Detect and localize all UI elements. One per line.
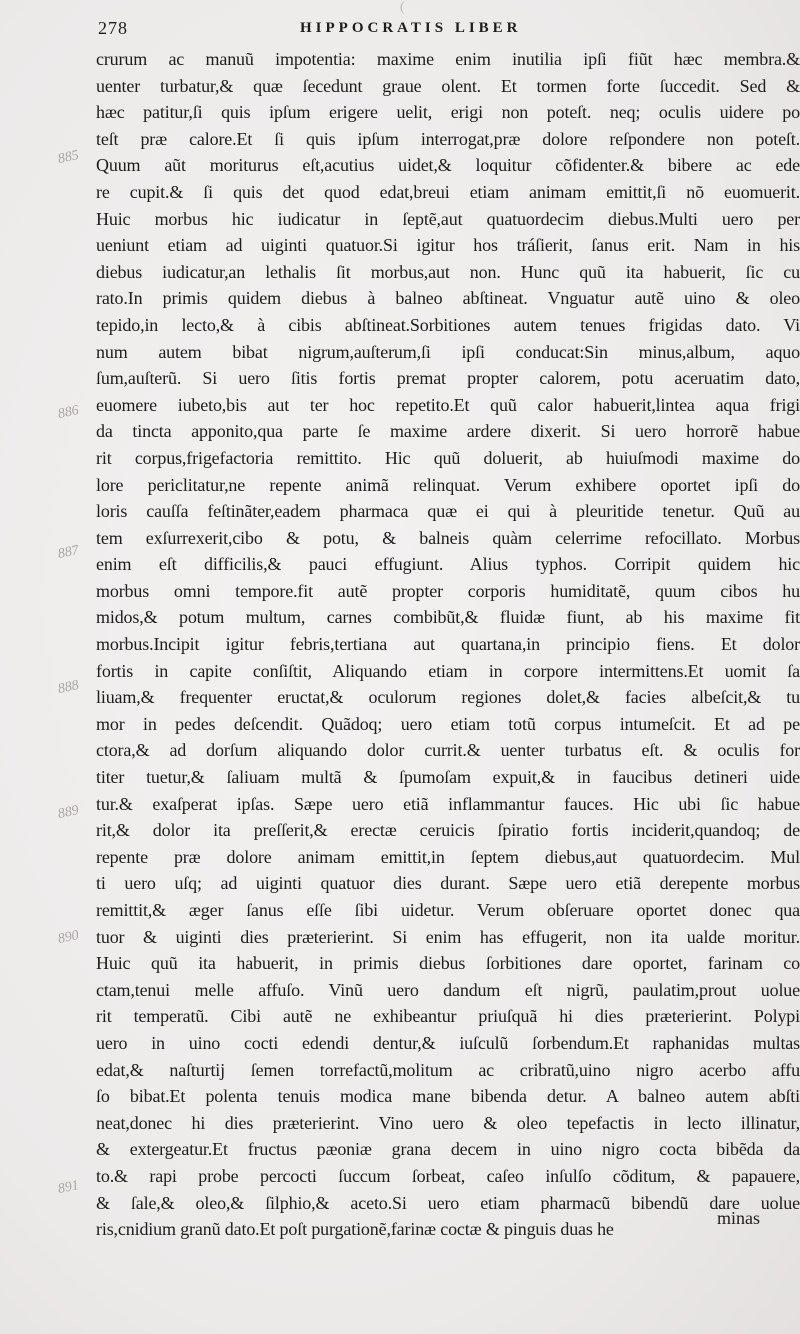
marginal-note: 888 [56, 677, 81, 698]
text-line: edat,& naſturtij ſemen torrefactũ,molitum ac cribratũ,uino nigro acerbo affu [96, 1059, 800, 1080]
faint-bracket: ( [400, 0, 405, 15]
text-line: rato.In primis quidem diebus à balneo abſtineat. Vnguatur autẽ uino & oleo [96, 288, 800, 309]
text-line: da tincta apponito,qua parte ſe maxime ardere dixerit. Si uero horrorẽ habue [96, 421, 800, 442]
text-line: tur.& exaſperat ipſas. Sæpe uero etiã inflammantur fauces. Hic ubi ſic habue [96, 793, 800, 814]
text-line: tepido,in lecto,& à cibis abſtineat.Sorbitiones autem tenues frigidas dato. Vi [96, 314, 800, 335]
text-line: tem exſurrexerit,cibo & potu, & balneis quàm celerrime refocillato. Morbus [96, 527, 800, 548]
text-line: Quum aũt moriturus eſt,acutius uidet,& loquitur cõfidenter.& bibere ac ede [96, 155, 800, 176]
text-line: & extergeatur.Et fructus pæoniæ grana decem in uino nigro cocta bibẽda da [96, 1139, 800, 1160]
text-line: re cupit.& ſi quis det quod edat,breui etiam animam emittit,ſi nõ euomuerit. [96, 181, 800, 202]
text-line: tuor & uiginti dies præterierint. Si enim has effugerit, non ita ualde moritur. [96, 926, 800, 947]
text-line: mor in pedes deſcendit. Quãdoq; uero etiam totũ corpus intumeſcit. Et ad pe [96, 713, 800, 734]
text-line: teſt præ calore.Et ſi quis ipſum interrogat,præ dolore reſpondere non poteſt. [96, 128, 800, 149]
text-line: Huic morbus hic iudicatur in ſeptẽ,aut quatuordecim diebus.Multi uero per [96, 208, 800, 229]
catchword: minas [717, 1208, 760, 1228]
text-line: ſo bibat.Et polenta tenuis modica mane bibenda detur. A balneo autem abſti [96, 1086, 800, 1107]
text-line: diebus iudicatur,an lethalis ſit morbus,aut non. Hunc quũ ita habuerit, ſic cu [96, 261, 800, 282]
text-line: morbus.Incipit igitur febris,tertiana aut quartana,in principio fiens. Et dolor [96, 634, 800, 655]
text-line: euomere iubeto,bis aut ter hoc repetito.Et quũ calor habuerit,lintea aqua frigi [96, 394, 800, 415]
marginal-note: 890 [56, 927, 81, 948]
marginal-note: 891 [56, 1177, 81, 1198]
text-line: ris,cnidium granũ dato.Et poſt purgationẽ,farinæ coctæ & pinguis duas he [96, 1219, 614, 1240]
text-line: neat,donec hi dies præterierint. Vino uero & oleo tepefactis in lecto illinatur, [96, 1112, 800, 1133]
text-line: rit temperatũ. Cibi autẽ ne exhibeantur priuſquã hi dies præterierint. Polypi [96, 1006, 800, 1027]
text-line: hæc patitur,ſi quis ipſum erigere uelit, erigi non poteſt. neq; oculis uidere po [96, 102, 800, 123]
text-line: lore periclitatur,ne repente animã relinquat. Verum exhibere oportet ipſi do [96, 474, 800, 495]
text-line: num autem bibat nigrum,auſterum,ſi ipſi conducat:Sin minus,album, aquo [96, 341, 800, 362]
text-line: remittit,& æger ſanus eſſe ſibi uidetur. Verum obſeruare oportet donec qua [96, 900, 800, 920]
text-line: midos,& potum multum, carnes combibũt,& fluidæ fiunt, ab his maxime fit [96, 607, 800, 628]
body-text [96, 46, 800, 1243]
text-line: uero in uino cocti edendi dentur,& iuſculũ ſorbendum.Et raphanidas multas [96, 1032, 800, 1053]
text-line: fortis in capite conſiſtit, Aliquando etiam in corpore intermittens.Et uomit ſa [96, 660, 800, 681]
page-number: 278 [98, 18, 128, 38]
text-line: ti uero uſq; ad uiginti quatuor dies durant. Sæpe uero etiã derepente morbus [96, 873, 800, 894]
text-line: rit corpus,frigefactoria remittito. Hic quũ doluerit, ab huiuſmodi maxime do [96, 447, 800, 468]
marginal-note: 887 [56, 542, 81, 563]
text-line: crurum ac manuũ impotentia: maxime enim inutilia ipſi fiũt hæc membra.& [96, 49, 800, 69]
text-line: rit,& dolor ita preſſerit,& erectæ ceruicis ſpiratio fortis inciderit,quandoq; de [96, 820, 800, 841]
text-line: & ſale,& oleo,& ſilphio,& aceto.Si uero etiam pharmacũ bibendũ dare uolue [96, 1192, 800, 1213]
text-line: liuam,& frequenter eructat,& oculorum regiones dolet,& facies albeſcit,& tu [96, 687, 800, 708]
text-line: ueniunt etiam ad uiginti quatuor.Si igitur hos tráſierit, ſanus erit. Nam in his [96, 235, 800, 256]
text-line: enim eſt difficilis,& pauci effugiunt. Alius typhos. Corripit quidem hic [96, 554, 800, 575]
text-line: morbus omni tempore.fit autẽ propter corporis humiditatẽ, quum cibos hu [96, 580, 800, 601]
text-line: to.& rapi probe percocti ſuccum ſorbeat, caſeo inſulſo cõditum, & papauere, [96, 1165, 800, 1186]
text-line: ctora,& ad dorſum aliquando dolor currit.& uenter turbatus eſt. & oculis for [96, 740, 800, 761]
text-line: titer tuetur,& ſaliuam multã & ſpumoſam expuit,& in faucibus detineri uide [96, 767, 800, 788]
marginal-note: 885 [56, 147, 81, 168]
marginal-note: 889 [56, 802, 81, 823]
page-header [96, 16, 796, 42]
text-line: loris cauſſa feſtinãter,eadem pharmaca quæ ei qui à pleuritide tenetur. Quũ au [96, 501, 800, 522]
text-line: ſum,auſterũ. Si uero ſitis fortis premat propter calorem, potu aceruatim dato, [96, 368, 800, 389]
text-line: uenter turbatur,& quæ ſecedunt graue olent. Et tormen forte ſuccedit. Sed & [96, 75, 800, 96]
text-line: repente præ dolore animam emittit,in ſeptem diebus,aut quatuordecim. Mul [96, 846, 800, 867]
marginal-note: 886 [56, 402, 81, 423]
text-line: ctam,tenui melle affuſo. Vinũ uero dandum eſt nigrũ, paulatim,prout uolue [96, 979, 800, 1000]
text-line: Huic quũ ita habuerit, in primis diebus ſorbitiones dare oportet, farinam co [96, 953, 800, 974]
running-title: HIPPOCRATIS LIBER [300, 20, 522, 36]
